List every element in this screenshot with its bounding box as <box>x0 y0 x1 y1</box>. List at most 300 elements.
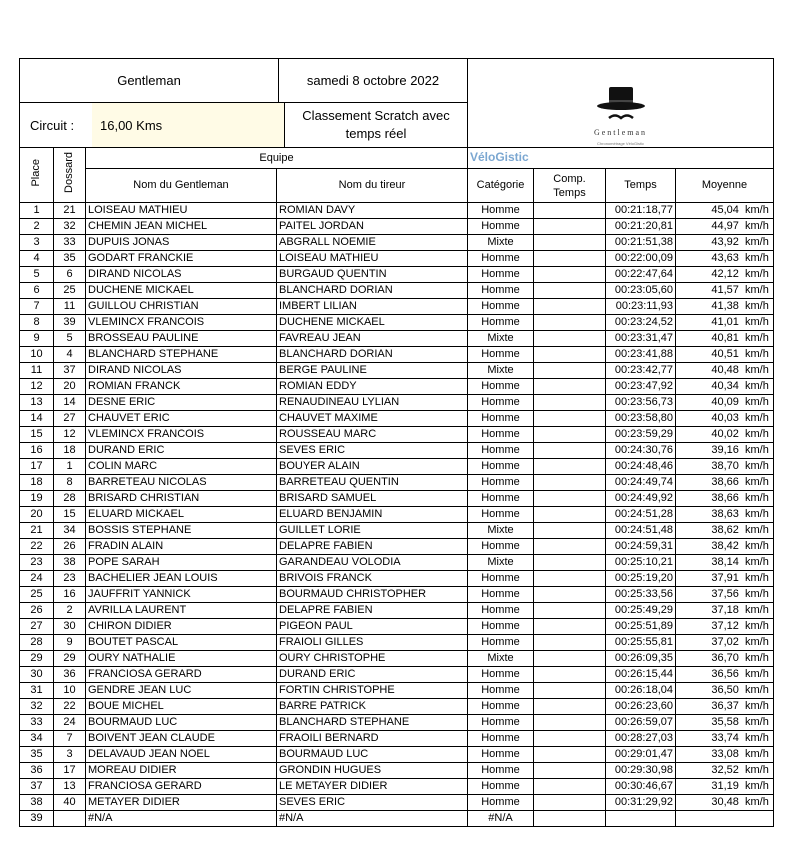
cell-tireur: FORTIN CHRISTOPHE <box>277 683 468 699</box>
cell-comp <box>534 603 606 619</box>
table-row <box>20 331 774 347</box>
cell-temps: 00:31:29,92 <box>606 795 676 811</box>
cell-gentleman: ELUARD MICKAEL <box>86 507 277 523</box>
speed-value: 35,58 <box>711 716 739 728</box>
cell-tireur: BOUYER ALAIN <box>277 459 468 475</box>
speed-value: 33,08 <box>711 748 739 760</box>
cell-dossard: 26 <box>54 539 86 555</box>
cell-temps: 00:29:01,47 <box>606 747 676 763</box>
cell-gentleman: METAYER DIDIER <box>86 795 277 811</box>
cell-comp <box>534 619 606 635</box>
cell-gentleman: DIRAND NICOLAS <box>86 267 277 283</box>
speed-value: 33,74 <box>711 732 739 744</box>
cell-place: 12 <box>20 379 54 395</box>
cell-categorie: Homme <box>468 315 534 331</box>
table-row <box>20 411 774 427</box>
cell-moyenne <box>676 779 774 795</box>
cell-temps: 00:25:55,81 <box>606 635 676 651</box>
cell-tireur: ABGRALL NOEMIE <box>277 235 468 251</box>
cell-gentleman: GUILLOU CHRISTIAN <box>86 299 277 315</box>
cell-dossard: 36 <box>54 667 86 683</box>
cell-categorie: Homme <box>468 427 534 443</box>
speed-unit: km/h <box>745 460 769 472</box>
cell-temps: 00:26:18,04 <box>606 683 676 699</box>
cell-temps: 00:21:18,77 <box>606 203 676 219</box>
table-row <box>20 395 774 411</box>
table-row <box>20 587 774 603</box>
speed-value: 42,12 <box>711 268 739 280</box>
col-gentleman-header: Nom du Gentleman <box>86 169 277 203</box>
table-row <box>20 267 774 283</box>
cell-temps: 00:24:48,46 <box>606 459 676 475</box>
cell-gentleman: DUCHENE MICKAEL <box>86 283 277 299</box>
cell-comp <box>534 555 606 571</box>
cell-tireur: ROMIAN EDDY <box>277 379 468 395</box>
cell-categorie: Homme <box>468 475 534 491</box>
cell-place: 26 <box>20 603 54 619</box>
speed-value: 38,42 <box>711 540 739 552</box>
table-row <box>20 299 774 315</box>
cell-moyenne <box>676 491 774 507</box>
cell-comp <box>534 491 606 507</box>
speed-unit: km/h <box>745 732 769 744</box>
cell-categorie: Homme <box>468 251 534 267</box>
cell-tireur: BURGAUD QUENTIN <box>277 267 468 283</box>
speed-unit: km/h <box>745 572 769 584</box>
cell-temps: 00:23:47,92 <box>606 379 676 395</box>
cell-categorie: Mixte <box>468 235 534 251</box>
speed-value: 40,81 <box>711 332 739 344</box>
cell-comp <box>534 731 606 747</box>
cell-tireur: BARRETEAU QUENTIN <box>277 475 468 491</box>
speed-value: 36,50 <box>711 684 739 696</box>
speed-value: 40,02 <box>711 428 739 440</box>
speed-unit: km/h <box>745 508 769 520</box>
cell-place: 36 <box>20 763 54 779</box>
cell-dossard: 20 <box>54 379 86 395</box>
cell-dossard: 23 <box>54 571 86 587</box>
speed-unit: km/h <box>745 428 769 440</box>
speed-unit: km/h <box>745 748 769 760</box>
cell-moyenne <box>676 443 774 459</box>
cell-tireur: DELAPRE FABIEN <box>277 539 468 555</box>
table-row <box>20 443 774 459</box>
cell-gentleman: ROMIAN FRANCK <box>86 379 277 395</box>
speed-value: 36,37 <box>711 700 739 712</box>
cell-place: 25 <box>20 587 54 603</box>
table-row <box>20 731 774 747</box>
speed-unit: km/h <box>745 796 769 808</box>
cell-dossard: 11 <box>54 299 86 315</box>
cell-temps: 00:23:42,77 <box>606 363 676 379</box>
cell-place: 29 <box>20 651 54 667</box>
cell-temps: 00:25:49,29 <box>606 603 676 619</box>
table-row <box>20 315 774 331</box>
cell-gentleman: JAUFFRIT YANNICK <box>86 587 277 603</box>
table-row <box>20 379 774 395</box>
cell-dossard: 3 <box>54 747 86 763</box>
cell-gentleman: FRANCIOSA GERARD <box>86 779 277 795</box>
cell-moyenne <box>676 555 774 571</box>
cell-place: 10 <box>20 347 54 363</box>
cell-gentleman: BOUE MICHEL <box>86 699 277 715</box>
col-categorie-header: Catégorie <box>468 169 534 203</box>
cell-comp <box>534 443 606 459</box>
cell-comp <box>534 763 606 779</box>
cell-tireur: FRAOILI BERNARD <box>277 731 468 747</box>
col-temps-header: Temps <box>606 169 676 203</box>
cell-dossard: 35 <box>54 251 86 267</box>
speed-unit: km/h <box>745 556 769 568</box>
cell-place: 28 <box>20 635 54 651</box>
cell-comp <box>534 779 606 795</box>
cell-comp <box>534 459 606 475</box>
speed-value: 39,16 <box>711 444 739 456</box>
results-table <box>19 58 774 827</box>
cell-categorie: Mixte <box>468 555 534 571</box>
cell-tireur: BOURMAUD CHRISTOPHER <box>277 587 468 603</box>
cell-moyenne <box>676 747 774 763</box>
speed-value: 36,56 <box>711 668 739 680</box>
table-row <box>20 251 774 267</box>
cell-moyenne <box>676 603 774 619</box>
table-row <box>20 347 774 363</box>
cell-categorie: Homme <box>468 795 534 811</box>
cell-moyenne <box>676 507 774 523</box>
speed-unit: km/h <box>745 284 769 296</box>
cell-temps: 00:23:56,73 <box>606 395 676 411</box>
cell-place: 8 <box>20 315 54 331</box>
cell-comp <box>534 699 606 715</box>
speed-unit: km/h <box>745 332 769 344</box>
cell-tireur: LOISEAU MATHIEU <box>277 251 468 267</box>
cell-dossard: 22 <box>54 699 86 715</box>
cell-place: 15 <box>20 427 54 443</box>
speed-value: 40,34 <box>711 380 739 392</box>
cell-moyenne <box>676 651 774 667</box>
cell-moyenne <box>676 683 774 699</box>
cell-comp <box>534 475 606 491</box>
cell-dossard: 17 <box>54 763 86 779</box>
cell-tireur: BLANCHARD DORIAN <box>277 347 468 363</box>
speed-unit: km/h <box>745 620 769 632</box>
circuit-label: Circuit : <box>30 117 75 133</box>
cell-temps: 00:23:58,80 <box>606 411 676 427</box>
cell-dossard: 40 <box>54 795 86 811</box>
cell-tireur: BERGE PAULINE <box>277 363 468 379</box>
cell-dossard: 10 <box>54 683 86 699</box>
cell-tireur: BLANCHARD STEPHANE <box>277 715 468 731</box>
cell-categorie: Homme <box>468 267 534 283</box>
speed-value: 38,66 <box>711 476 739 488</box>
cell-tireur: DUCHENE MICKAEL <box>277 315 468 331</box>
cell-dossard: 13 <box>54 779 86 795</box>
results-rows <box>20 203 774 827</box>
equipe-header: Equipe <box>86 148 468 169</box>
cell-dossard: 28 <box>54 491 86 507</box>
col-tireur-header: Nom du tireur <box>277 169 468 203</box>
cell-comp <box>534 347 606 363</box>
cell-temps: 00:23:59,29 <box>606 427 676 443</box>
speed-value: 38,70 <box>711 460 739 472</box>
speed-value: 43,92 <box>711 236 739 248</box>
table-row <box>20 763 774 779</box>
cell-place: 16 <box>20 443 54 459</box>
cell-tireur: CHAUVET MAXIME <box>277 411 468 427</box>
speed-value: 38,62 <box>711 524 739 536</box>
cell-categorie: Homme <box>468 763 534 779</box>
cell-dossard: 30 <box>54 619 86 635</box>
cell-dossard: 34 <box>54 523 86 539</box>
cell-tireur: GARANDEAU VOLODIA <box>277 555 468 571</box>
cell-dossard: 18 <box>54 443 86 459</box>
cell-comp <box>534 315 606 331</box>
speed-value: 36,70 <box>711 652 739 664</box>
cell-gentleman: FRANCIOSA GERARD <box>86 667 277 683</box>
table-row <box>20 715 774 731</box>
table-row <box>20 203 774 219</box>
table-row <box>20 475 774 491</box>
cell-temps: 00:21:51,38 <box>606 235 676 251</box>
cell-gentleman: BOIVENT JEAN CLAUDE <box>86 731 277 747</box>
cell-temps: 00:25:51,89 <box>606 619 676 635</box>
cell-temps: 00:26:15,44 <box>606 667 676 683</box>
event-title: Gentleman <box>20 59 279 102</box>
table-row <box>20 459 774 475</box>
table-row <box>20 779 774 795</box>
cell-gentleman: VLEMINCX FRANCOIS <box>86 315 277 331</box>
cell-tireur: LE METAYER DIDIER <box>277 779 468 795</box>
cell-moyenne <box>676 299 774 315</box>
cell-tireur: BARRE PATRICK <box>277 699 468 715</box>
cell-temps: 00:25:10,21 <box>606 555 676 571</box>
cell-gentleman: BOUTET PASCAL <box>86 635 277 651</box>
cell-moyenne <box>676 731 774 747</box>
top-hat-logo-icon <box>595 85 647 121</box>
classement-label: Classement Scratch avec temps réel <box>302 108 450 141</box>
speed-value: 37,18 <box>711 604 739 616</box>
cell-temps: 00:23:05,60 <box>606 283 676 299</box>
cell-temps: 00:25:33,56 <box>606 587 676 603</box>
cell-temps: 00:24:51,48 <box>606 523 676 539</box>
cell-moyenne <box>676 475 774 491</box>
cell-dossard: 38 <box>54 555 86 571</box>
cell-comp <box>534 651 606 667</box>
cell-dossard: 24 <box>54 715 86 731</box>
cell-comp <box>534 571 606 587</box>
cell-moyenne <box>676 379 774 395</box>
cell-place: 35 <box>20 747 54 763</box>
speed-value: 41,57 <box>711 284 739 296</box>
speed-unit: km/h <box>745 604 769 616</box>
cell-categorie: Homme <box>468 603 534 619</box>
speed-unit: km/h <box>745 268 769 280</box>
cell-gentleman: POPE SARAH <box>86 555 277 571</box>
cell-place: 20 <box>20 507 54 523</box>
cell-dossard: 21 <box>54 203 86 219</box>
event-date: samedi 8 octobre 2022 <box>306 73 440 88</box>
cell-place: 7 <box>20 299 54 315</box>
cell-place: 19 <box>20 491 54 507</box>
speed-unit: km/h <box>745 236 769 248</box>
cell-dossard: 4 <box>54 347 86 363</box>
cell-place: 9 <box>20 331 54 347</box>
speed-value: 37,12 <box>711 620 739 632</box>
cell-place: 5 <box>20 267 54 283</box>
col-comp-temps-header: Comp. Temps <box>534 169 606 203</box>
cell-moyenne <box>676 395 774 411</box>
cell-temps: 00:21:20,81 <box>606 219 676 235</box>
speed-unit: km/h <box>745 364 769 376</box>
cell-comp <box>534 395 606 411</box>
cell-tireur: DURAND ERIC <box>277 667 468 683</box>
cell-gentleman: DURAND ERIC <box>86 443 277 459</box>
cell-gentleman: GENDRE JEAN LUC <box>86 683 277 699</box>
cell-moyenne <box>676 795 774 811</box>
cell-comp <box>534 379 606 395</box>
cell-categorie: Homme <box>468 283 534 299</box>
table-row <box>20 699 774 715</box>
table-row <box>20 619 774 635</box>
cell-gentleman: MOREAU DIDIER <box>86 763 277 779</box>
cell-place: 27 <box>20 619 54 635</box>
cell-temps: 00:24:59,31 <box>606 539 676 555</box>
cell-tireur: BLANCHARD DORIAN <box>277 283 468 299</box>
cell-gentleman: FRADIN ALAIN <box>86 539 277 555</box>
cell-gentleman: VLEMINCX FRANCOIS <box>86 427 277 443</box>
speed-value: 32,52 <box>711 764 739 776</box>
cell-categorie: Homme <box>468 203 534 219</box>
cell-temps: 00:24:49,74 <box>606 475 676 491</box>
cell-categorie: Homme <box>468 571 534 587</box>
cell-gentleman: COLIN MARC <box>86 459 277 475</box>
cell-temps: 00:24:49,92 <box>606 491 676 507</box>
cell-place: 38 <box>20 795 54 811</box>
cell-dossard: 27 <box>54 411 86 427</box>
table-row <box>20 795 774 811</box>
cell-temps: 00:25:19,20 <box>606 571 676 587</box>
cell-moyenne <box>676 283 774 299</box>
cell-dossard: 39 <box>54 315 86 331</box>
cell-moyenne <box>676 363 774 379</box>
cell-categorie: #N/A <box>468 811 534 827</box>
cell-gentleman: BRISARD CHRISTIAN <box>86 491 277 507</box>
cell-comp <box>534 683 606 699</box>
speed-unit: km/h <box>745 396 769 408</box>
cell-dossard: 37 <box>54 363 86 379</box>
cell-place: 17 <box>20 459 54 475</box>
cell-comp <box>534 331 606 347</box>
cell-moyenne <box>676 203 774 219</box>
speed-unit: km/h <box>745 652 769 664</box>
cell-tireur: OURY CHRISTOPHE <box>277 651 468 667</box>
cell-place: 33 <box>20 715 54 731</box>
cell-moyenne <box>676 667 774 683</box>
table-row <box>20 635 774 651</box>
cell-dossard: 8 <box>54 475 86 491</box>
speed-unit: km/h <box>745 316 769 328</box>
cell-categorie: Homme <box>468 299 534 315</box>
cell-gentleman: AVRILLA LAURENT <box>86 603 277 619</box>
speed-value: 37,91 <box>711 572 739 584</box>
cell-categorie: Homme <box>468 683 534 699</box>
cell-dossard: 7 <box>54 731 86 747</box>
cell-categorie: Homme <box>468 507 534 523</box>
cell-moyenne <box>676 571 774 587</box>
cell-categorie: Homme <box>468 219 534 235</box>
cell-categorie: Homme <box>468 443 534 459</box>
speed-unit: km/h <box>745 492 769 504</box>
speed-value: 38,63 <box>711 508 739 520</box>
speed-unit: km/h <box>745 476 769 488</box>
cell-dossard: 12 <box>54 427 86 443</box>
cell-temps: 00:28:27,03 <box>606 731 676 747</box>
cell-temps: 00:23:24,52 <box>606 315 676 331</box>
cell-moyenne <box>676 267 774 283</box>
cell-gentleman: LOISEAU MATHIEU <box>86 203 277 219</box>
cell-moyenne <box>676 699 774 715</box>
cell-comp <box>534 203 606 219</box>
cell-categorie: Homme <box>468 539 534 555</box>
cell-gentleman: BOSSIS STEPHANE <box>86 523 277 539</box>
table-row <box>20 555 774 571</box>
cell-moyenne <box>676 427 774 443</box>
cell-moyenne <box>676 459 774 475</box>
circuit-value: 16,00 Kms <box>92 103 285 147</box>
logo-subtext: Chronométrage VéloGistic <box>597 141 644 146</box>
cell-place: 1 <box>20 203 54 219</box>
speed-unit: km/h <box>745 348 769 360</box>
cell-place: 6 <box>20 283 54 299</box>
table-row <box>20 811 774 827</box>
cell-place: 21 <box>20 523 54 539</box>
table-row <box>20 507 774 523</box>
logo-area <box>468 59 774 148</box>
cell-place: 11 <box>20 363 54 379</box>
cell-comp <box>534 267 606 283</box>
cell-tireur: ELUARD BENJAMIN <box>277 507 468 523</box>
cell-gentleman: CHIRON DIDIER <box>86 619 277 635</box>
cell-temps: 00:26:09,35 <box>606 651 676 667</box>
col-place-header: Place <box>20 148 54 203</box>
cell-comp <box>534 363 606 379</box>
speed-unit: km/h <box>745 540 769 552</box>
table-row <box>20 235 774 251</box>
speed-unit: km/h <box>745 636 769 648</box>
cell-place: 30 <box>20 667 54 683</box>
cell-tireur: DELAPRE FABIEN <box>277 603 468 619</box>
cell-gentleman: OURY NATHALIE <box>86 651 277 667</box>
cell-moyenne <box>676 635 774 651</box>
cell-dossard: 32 <box>54 219 86 235</box>
table-row <box>20 283 774 299</box>
speed-value: 37,02 <box>711 636 739 648</box>
speed-unit: km/h <box>745 380 769 392</box>
cell-categorie: Homme <box>468 491 534 507</box>
cell-moyenne <box>676 315 774 331</box>
cell-tireur: SEVES ERIC <box>277 795 468 811</box>
speed-value: 41,38 <box>711 300 739 312</box>
cell-dossard: 1 <box>54 459 86 475</box>
cell-moyenne <box>676 411 774 427</box>
cell-place: 18 <box>20 475 54 491</box>
cell-moyenne <box>676 523 774 539</box>
cell-dossard: 33 <box>54 235 86 251</box>
cell-temps: 00:23:41,88 <box>606 347 676 363</box>
cell-moyenne <box>676 347 774 363</box>
cell-place: 2 <box>20 219 54 235</box>
cell-categorie: Mixte <box>468 331 534 347</box>
